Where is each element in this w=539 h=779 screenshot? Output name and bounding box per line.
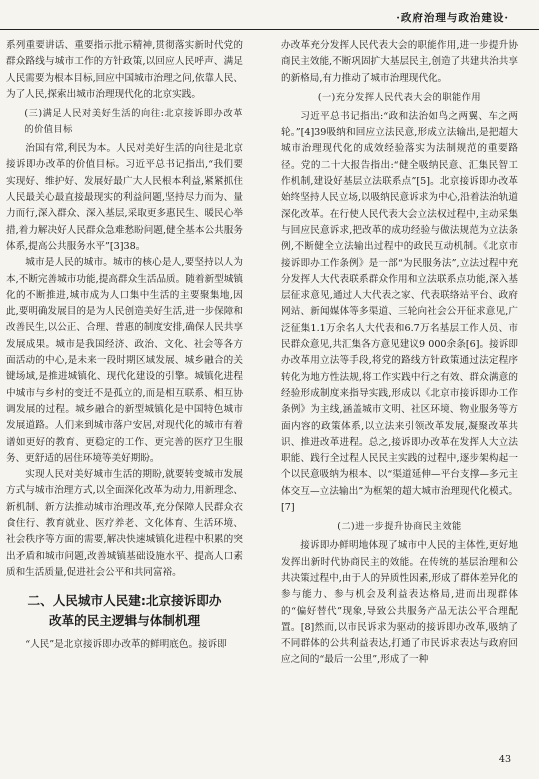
paragraph: “人民”是北京接诉即办改革的鲜明底色。接诉即 [25, 639, 227, 651]
paragraph: 习近平总书记指出:“政和法治如鸟之两翼、车之两轮。”[4]39吸纳和回应立法民意,形成立法输出,是把超大城市治理现代化的成效经验落实为法制规范的重要路径。党的二十大报告指出:“健全吸纳民意、汇集民智工作机制,建设好基层立法联系点”[5]。北京接诉即办改革始终坚持人民立场,以吸纳民意诉求为中心,沿着法治轨道深化改革。在行使人民代表大会立法权过程中,主动采集与回应民意诉求,把改革的成功经验与做法规范为立法条例,不断健全立法输出过程中的政民互动机制。《北京市接诉即办工作条例》是一部“为民服务法”,立法过程中充分发挥人大代表联系群众作用和立法联系点功能,深入基层征求意见,通过人大代表之家、代表联络站平台、政府网站、新闻媒体等多渠道、三轮向社会公开征求意见,广泛征集1.1万余名人大代表和6.7万名基层工作人员、市民群众意见,共汇集各方意见建议9 000余条[6]。接诉即办改革用立法等手段,将党的路线方针政策通过法定程序转化为地方性法规,将工作实践中行之有效、群众满意的经验形成制度来指导实践,形成以《北京市接诉即办工作条例》为主线,涵盖城市文明、社区环境、物业服务等方面内容的政策体系,以立法来引领改革发展,凝聚改革共识、推进改革进程。总之,接诉即办改革在发挥人大立法职能、践行全过程人民民主实践的过程中,逐步架构起一个以民意吸纳为根本、以“渠道延伸—平台支撑—多元主体交互—立法输出”为框架的超大城市治理现代化模式。[7] [281, 110, 518, 514]
subsection-heading-2: (二)进一步提升协商民主效能 [337, 521, 462, 533]
journal-section-title: ·政府治理与政治建设· [396, 12, 509, 24]
paragraph: 城市是人民的城市。城市的核心是人,要坚持以人为本,不断完善城市功能,提高群众生活品质。随着新型城镇化的不断推进,城市成为人口集中生活的主要聚集地,因此,要明确发展目的是为人民创造美好生活,进一步保障和改善民生,以公正、合理、普惠的制度安排,确保人民共享发展成果。城市是我国经济、政治、文化、社会等各方面活动的中心,是未来一段时期区域发展、城乡融合的关键场域,是推进城镇化、现代化建设的引擎。城镇化进程中城市与乡村的变迁不是孤立的,而是相互联系、相互协调发展的过程。城乡融合的新型城镇化是中国特色城市发展道路。人们来到城市落户安居,对现代化的城市有着谱如更好的教育、更稳定的工作、更完善的医疗卫生服务、更舒适的居住环境等美好期盼。 [6, 257, 243, 464]
paragraph: 系列重要讲话、重要指示批示精神,贯彻落实新时代党的群众路线与城市工作的方针政策,以回应人民呼声、满足人民需要为根本目标,回应中国城市治理之问,依靠人民、为了人民,探索出城市治理现代化的北京实践。 [6, 40, 243, 100]
right-column [281, 38, 518, 738]
section-heading-2 [6, 591, 243, 631]
header-rule [0, 29, 539, 30]
paragraph: 接诉即办鲜明地体现了城市中人民的主体性,更好地发挥出新时代协商民主的效能。在传统的基层治理和公共决策过程中,由于人的异质性因素,形成了群体差异化的参与能力、参与机会及利益表达格局,进而出现群体的“偏好替代”现象,导致公共服务产品无法公平合理配置。[8]然而,以市民诉求为驱动的接诉即办改革,吸纳了不同群体的公共利益表达,打通了市民诉求表达与政府回应之间的“最后一公里”,形成了一种 [281, 540, 518, 666]
paragraph: 实现人民对美好城市生活的期盼,就要转变城市发展方式与城市治理方式,以全面深化改革为动力,用新理念、新机制、新方法推动城市治理改革,充分保障人民群众衣食住行、教育就业、医疗养老、文化体育、生活环境、社会秩序等方面的需要,解决快速城镇化进程中积累的突出矛盾和城市问题,改善城镇基础设施水平、提高人口素质和生活质量,促进社会公平和共同富裕。 [6, 469, 243, 578]
paragraph: 办改革充分发挥人民代表大会的职能作用,进一步提升协商民主效能,不断巩固扩大基层民主,创造了共建共治共享的新格局,有力推动了城市治理现代化。 [281, 40, 518, 84]
running-header [0, 0, 539, 34]
subsection-heading-1: (一)充分发挥人民代表大会的职能作用 [317, 91, 482, 103]
subsection-heading-3: (三)满足人民对美好生活的向往:北京接诉即办改革的价值目标 [24, 108, 243, 136]
page-number: 43 [498, 754, 511, 765]
section-heading-line: 二、人民城市人民建:北京接诉即办 [27, 593, 222, 609]
paragraph: 治国有常,利民为本。人民对美好生活的向往是北京接诉即办改革的价值目标。习近平总书记指出,“我们要实现好、维护好、发展好最广大人民根本利益,紧紧抓住人民最关心最直接最现实的利益问题,坚持尽力而为、量力而行,深入群众、深入基层,采取更多惠民生、暖民心举措,着力解决好人民群众急难愁盼问题,健全基本公共服务体系,提高公共服务水平”[3]38。 [6, 143, 243, 252]
left-column [6, 38, 243, 738]
section-heading-line: 改革的民主逻辑与体制机理 [48, 613, 201, 629]
